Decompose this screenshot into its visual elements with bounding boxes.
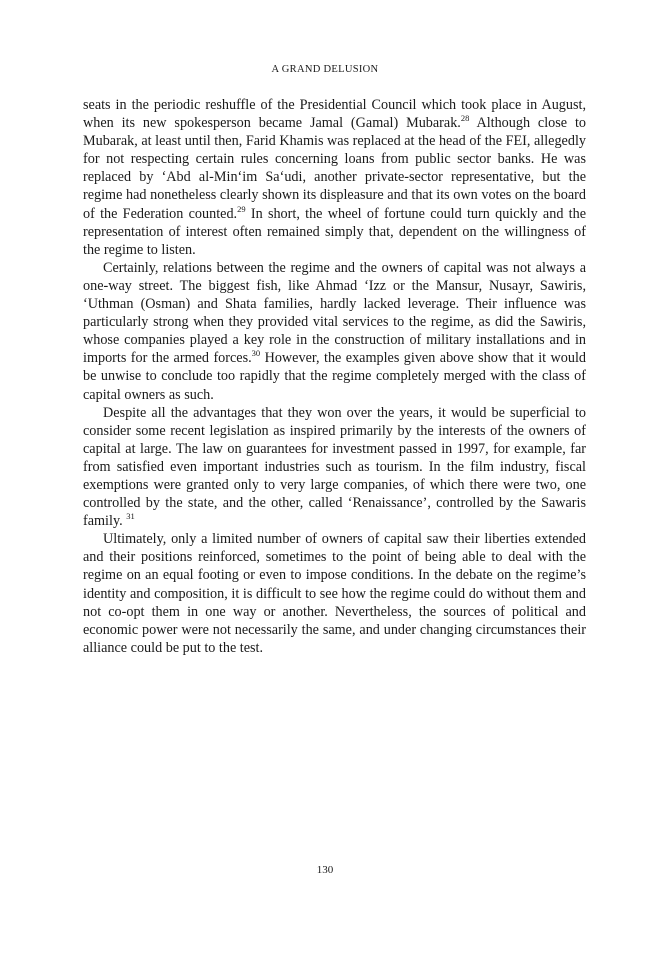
paragraph-2-text-b: However, the examples given above show that it would be unwise to conclude too rapidly that the regime completely merged with the class of capital owners as such. bbox=[83, 350, 586, 403]
footnote-ref-29: 29 bbox=[237, 203, 246, 214]
paragraph-1-text-c: In short, the wheel of fortune could turn quickly and the representation of interest often remained simply that, dependent on the willingness of the regime to listen. bbox=[83, 205, 587, 258]
paragraph-2 bbox=[83, 259, 586, 404]
running-head: A GRAND DELUSION bbox=[271, 64, 379, 75]
footnote-ref-30: 30 bbox=[251, 348, 261, 359]
paragraph-3-text-a: Despite all the advantages that they won over the years, it would be superficial to consider some recent legislation as inspired primarily by the interests of the owners of capital at large. The law on guarantees for investment passed in 1997, for example, far from satisfied even important industries such as tourism. In the film industry, fiscal exemptions were granted only to very large companies, of which there were two, one controlled by the state, and the other, called ‘Renaissance’, controlled by the Sawaris family. bbox=[83, 404, 586, 530]
footnote-ref-31: 31 bbox=[126, 511, 135, 522]
footnote-ref-28: 28 bbox=[460, 113, 470, 124]
paragraph-4-text-a: Ultimately, only a limited number of owners of capital saw their liberties extended and their positions reinforced, sometimes to the point of being able to deal with the regime on an equal footing or even to impose conditions. In the debate on the regime’s identity and composition, it is difficult to see how the regime could do without them and not co-opt them in one way or another. Nevertheless, the sources of political and economic power were not necessarily the same, and under changing circumstances their alliance could be put to the test. bbox=[83, 531, 586, 656]
paragraph-1 bbox=[83, 96, 586, 259]
body-text bbox=[83, 96, 586, 657]
page-number: 130 bbox=[316, 864, 334, 876]
paragraph-1-text-b: Although close to Mubarak, at least until then, Farid Khamis was replaced at the head of the FEI, allegedly for not respecting certain rules concerning loans from public sector banks. He was replaced by ‘Abd al-Min‘im Sa‘udi, another private-sector representative, but the regime had nonetheless clearly shown its displeasure and that its own votes on the board of the Federation counted. bbox=[83, 115, 586, 222]
paragraph-2-text-a: Certainly, relations between the regime and the owners of capital was not always a one-way street. The biggest fish, like Ahmad ‘Izz or the Mansur, Nusayr, Sawiris, ‘Uthman (Osman) and Shata families, hardly lacked leverage. Their influence was particularly strong when they provided vital services to the regime, as did the Sawiris, whose companies played a key role in the construction of military installations and in imports for the armed forces. bbox=[83, 259, 586, 367]
paragraph-4 bbox=[83, 530, 586, 657]
paragraph-3 bbox=[83, 404, 586, 531]
paragraph-1-text-a: seats in the periodic reshuffle of the Presidential Council which took place in August, when its new spokesperson became Jamal (Gamal) Mubarak. bbox=[83, 97, 586, 132]
